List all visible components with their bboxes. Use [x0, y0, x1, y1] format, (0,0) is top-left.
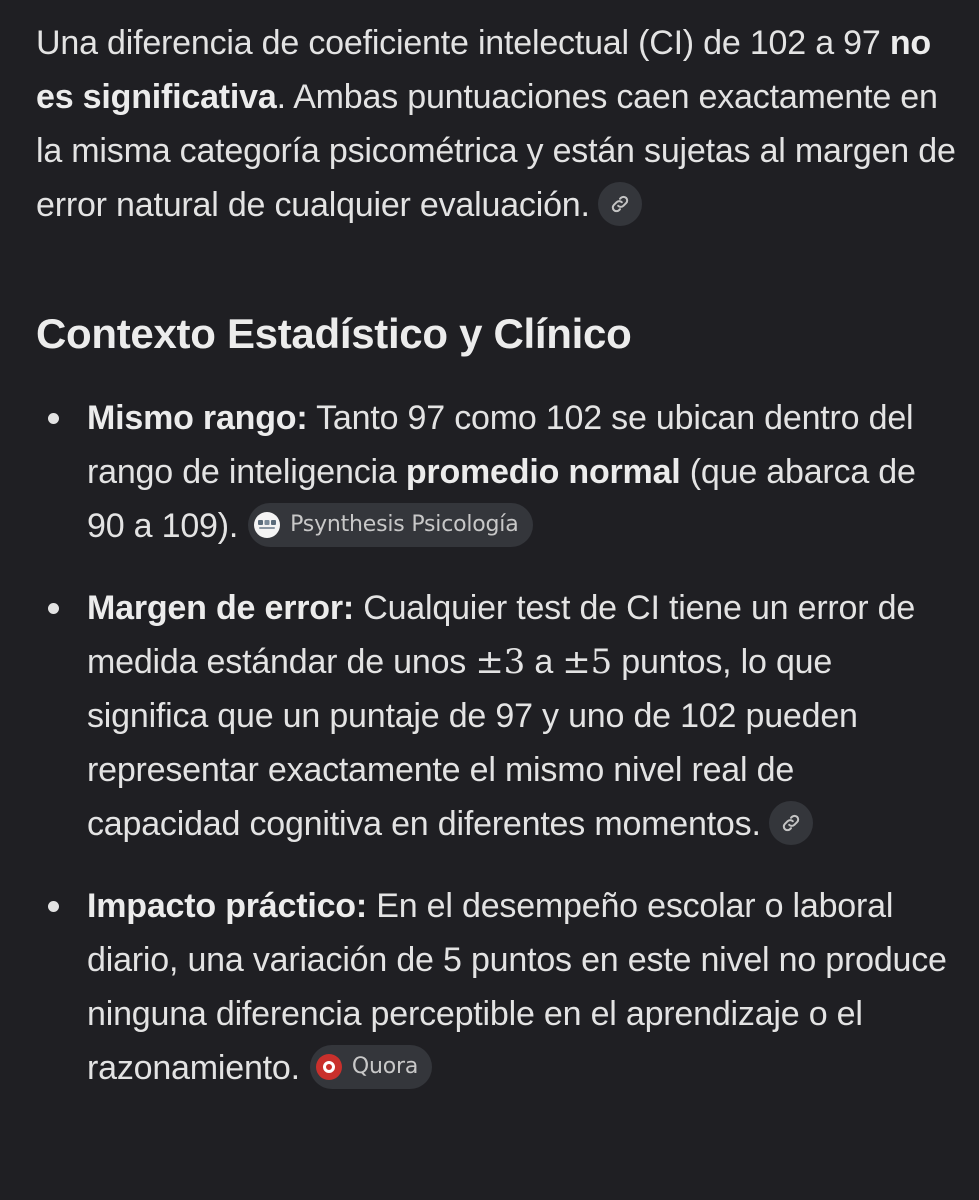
list-item — [36, 391, 956, 553]
math-plus-minus-3: ±3 — [475, 642, 526, 682]
bullet-dot — [48, 603, 59, 614]
bullet-text: Tanto 97 como 102 se ubican dentro del rango de inteligencia — [87, 399, 914, 491]
bullet-bold: promedio normal — [405, 453, 681, 491]
bullet-text: a — [525, 643, 563, 681]
list-item — [36, 581, 956, 851]
source-link-button[interactable] — [769, 801, 813, 845]
response-content — [36, 16, 956, 1123]
bullet-text: (que abarca de 90 a 109). — [87, 453, 916, 545]
quora-favicon-icon — [316, 1054, 342, 1080]
source-link-button[interactable] — [598, 182, 642, 226]
intro-text-after: . Ambas puntuaciones caen exactamente en la misma categoría psicométrica y están sujetas al margen de error natural de cualquier evaluación. — [36, 78, 956, 224]
bullet-text: Cualquier test de CI tiene un error de medida estándar de unos — [87, 589, 916, 681]
psynthesis-favicon-icon — [254, 512, 280, 538]
link-icon — [780, 812, 802, 834]
source-chip-label: Psynthesis Psicología — [290, 512, 519, 538]
intro-bold: no es significativa — [36, 24, 931, 116]
bullet-label: Impacto práctico: — [87, 887, 367, 925]
link-icon — [609, 193, 631, 215]
bullet-text: En el desempeño escolar o laboral diario, una variación de 5 puntos en este nivel no produce ninguna diferencia perceptible en el aprendizaje o el razonamiento. — [87, 887, 947, 1087]
math-plus-minus-5: ±5 — [562, 642, 613, 682]
intro-paragraph — [36, 16, 956, 232]
intro-text-before: Una diferencia de coeficiente intelectual (CI) de 102 a 97 — [36, 24, 890, 62]
bullet-text: puntos, lo que significa que un puntaje de 97 y uno de 102 pueden representar exactamente el mismo nivel real de capacidad cognitiva en diferentes momentos. — [87, 643, 858, 843]
bullet-dot — [48, 413, 59, 424]
list-item — [36, 879, 956, 1095]
source-chip-label: Quora — [351, 1054, 419, 1080]
section-heading: Contexto Estadístico y Clínico — [36, 310, 632, 357]
bullet-label: Margen de error: — [87, 589, 354, 627]
source-chip-quora[interactable] — [310, 1045, 432, 1089]
bullet-label: Mismo rango: — [87, 399, 308, 437]
source-chip-psynthesis[interactable] — [248, 503, 532, 547]
bullet-dot — [48, 901, 59, 912]
bullet-list — [36, 391, 956, 1095]
